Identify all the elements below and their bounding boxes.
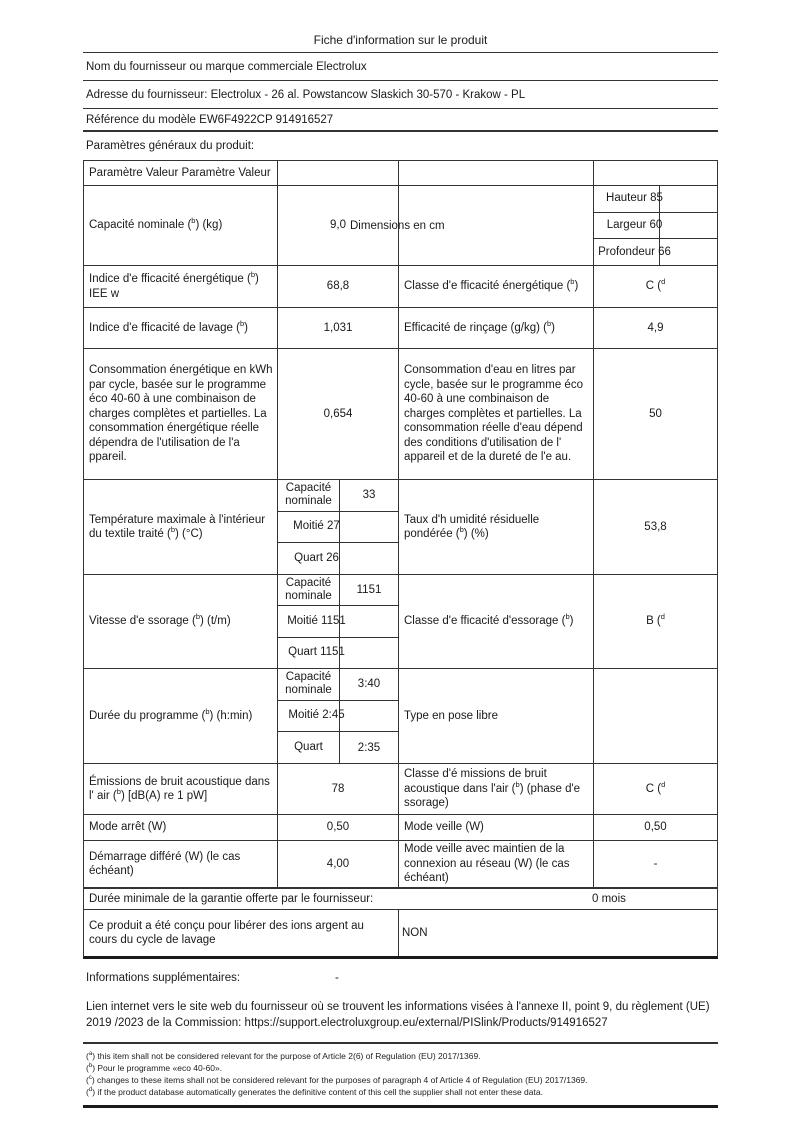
noise-emission-value: 78 [277, 764, 398, 814]
footnotes [83, 1050, 718, 1098]
table-header-row [84, 161, 717, 185]
installation-type-label: Type en pose libre [398, 669, 593, 763]
eei-label: Indice d'e fficacité énergétique ($^b$) IEE w [89, 270, 259, 300]
spin-half-row [278, 605, 398, 636]
washing-efficiency-row [84, 307, 717, 348]
warranty-value: 0 mois [592, 893, 626, 905]
dimension-width-label: Largeur 60 [606, 218, 663, 231]
networked-standby-label: Mode veille avec maintien de la connexion au réseau (W) (le cas échéant) [398, 841, 593, 887]
dimension-row-height [594, 186, 717, 212]
duration-quarter-value: 2:35 [339, 732, 398, 763]
washing-index-label: Indice d'e fficacité de lavage ($^b$) [89, 318, 248, 334]
supplier-address-row: Adresse du fournisseur: Electrolux - 26 al. Powstancow Slaskich 30-570 - Krakow - PL [83, 81, 718, 109]
duration-quarter-row [278, 731, 398, 763]
off-mode-value: 0,50 [277, 815, 398, 840]
footnotes-divider [83, 1042, 718, 1044]
document-title: Fiche d'information sur le produit [83, 28, 718, 53]
residual-humidity-value: 53,8 [593, 480, 717, 574]
networked-standby-value: - [593, 841, 717, 887]
spin-class-label: Classe d'e fficacité d'essorage ($^b$) [398, 575, 593, 668]
table-header-label: Paramètre Valeur Paramètre Valeur [89, 166, 271, 179]
spin-half-value [339, 606, 398, 636]
dimension-width-value [659, 213, 717, 239]
duration-subtable [277, 669, 398, 763]
energy-class-value: C ($^d$ [593, 266, 717, 307]
temperature-half-value [339, 512, 398, 543]
energy-consumption-label: Consommation énergétique en kWh par cycle, basée sur le programme éco 40-60 à une combinaison de charges complètes et partielles. La consommation énergétique réelle dépendra de l'utilisation de l'a ppareil. [89, 364, 273, 464]
capacity-value: 9,0 [277, 186, 398, 265]
footnote-a: ($^a$) this item shall not be considered relevant for the purpose of Article 2(6) of Regulation (EU) 2017/1369. [86, 1050, 481, 1061]
spin-quarter-label: Quart 1151 [288, 646, 345, 659]
off-mode-row [84, 814, 717, 840]
dimensions-subtable [593, 186, 717, 265]
standby-mode-label: Mode veille (W) [398, 815, 593, 840]
spin-quarter-value [339, 638, 398, 668]
fiche-content [83, 28, 718, 1108]
noise-class-value: C ($^d$ [593, 764, 717, 814]
off-mode-label: Mode arrêt (W) [89, 821, 167, 834]
delayed-start-value: 4,00 [277, 841, 398, 887]
dimensions-label: Dimensions en cm [398, 186, 593, 265]
energy-class-label: Classe d'e fficacité énergétique ($^b$) [398, 266, 593, 307]
dimension-row-depth [594, 238, 717, 265]
supplier-link-url[interactable]: https://support.electroluxgroup.eu/external/PISlink/Products/914916527 [244, 1017, 608, 1030]
residual-humidity-label: Taux d'h umidité résiduelle pondérée ($^b$) (%) [398, 480, 593, 574]
duration-half-row [278, 700, 398, 732]
noise-emission-label: Émissions de bruit acoustique dans l' air ($^b$) [dB(A) re 1 pW] [89, 775, 270, 802]
noise-class-label: Classe d'é missions de bruit acoustique dans l'air ($^b$) (phase d'e ssorage) [398, 764, 593, 814]
temperature-half-row [278, 511, 398, 543]
temperature-rated-value: 33 [339, 480, 398, 511]
footnote-c: ($^c$) changes to these items shall not be considered relevant for the purposes of paragraph 4 of Article 4 of Regulation (EU) 2017/1369. [86, 1074, 588, 1085]
additional-info-row [83, 970, 718, 986]
model-reference-row: Référence du modèle EW6F4922CP 914916527 [83, 109, 718, 132]
water-consumption-value: 50 [593, 349, 717, 479]
additional-info-label: Informations supplémentaires: [86, 972, 241, 984]
standby-mode-value: 0,50 [593, 815, 717, 840]
capacity-label: Capacité nominale ($^b$) (kg) [89, 216, 223, 232]
max-temperature-label: Température maximale à l'intérieur du textile traité ($^b$) (°C) [89, 513, 266, 540]
duration-quarter-label: Quart [294, 741, 323, 754]
dimension-height-value [659, 186, 717, 212]
consumption-row [84, 348, 717, 479]
spin-subtable [277, 575, 398, 668]
supplier-link-paragraph [83, 999, 718, 1032]
temperature-quarter-row [278, 542, 398, 574]
temperature-rated-row [278, 480, 398, 511]
noise-row [84, 763, 717, 814]
temperature-subtable [277, 480, 398, 574]
warranty-label: Durée minimale de la garantie offerte par le fournisseur: [89, 893, 374, 905]
table-header-empty-cell [398, 161, 593, 185]
table-header-empty-cell [277, 161, 398, 185]
water-consumption-label: Consommation d'eau en litres par cycle, basée sur le programme éco 40-60 à une combinaison de charges complètes et partielles. La consommation réelle d'eau dépend des conditions d'utilisation de l' appareil et de la dureté de l'e au. [398, 349, 593, 479]
delayed-start-row [84, 840, 717, 887]
energy-efficiency-row [84, 265, 717, 307]
rinsing-efficiency-label: Efficacité de rinçage (g/kg) ($^b$) [398, 308, 593, 348]
temperature-quarter-value [339, 543, 398, 574]
supplier-link-text: Lien internet vers le site web du fournisseur où se trouvent les informations visées à l'annexe II, point 9, du règlement (UE) 2019 /2023 de la Commission: [86, 1001, 710, 1030]
eei-value: 68,8 [277, 266, 398, 307]
parameters-table [83, 160, 718, 959]
dimension-row-width [594, 212, 717, 239]
temperature-quarter-label: Quart 26 [294, 552, 339, 565]
spin-half-label: Moitié 1151 [287, 614, 346, 627]
installation-type-value [593, 669, 717, 763]
table-header-empty-cell [593, 161, 717, 185]
silver-ions-label: Ce produit a été conçu pour libérer des ions argent au cours du cycle de lavage [89, 919, 364, 946]
spin-rated-row [278, 575, 398, 605]
duration-label: Durée du programme ($^b$) (h:min) [89, 706, 253, 722]
spin-quarter-row [278, 637, 398, 668]
spin-speed-label: Vitesse d'e ssorage ($^b$) (t/m) [89, 612, 231, 628]
temperature-rated-label: Capacité nominale [285, 482, 332, 508]
footnote-b: ($^b$) Pour le programme «eco 40-60». [86, 1062, 223, 1073]
spin-rated-value: 1151 [339, 575, 398, 605]
max-temperature-row [84, 479, 717, 574]
duration-half-value [339, 701, 398, 732]
duration-rated-row [278, 669, 398, 700]
delayed-start-label: Démarrage différé (W) (le cas échéant) [89, 850, 241, 877]
dimension-height-label: Hauteur 85 [606, 192, 663, 205]
silver-ions-row [84, 909, 717, 956]
footnote-d: ($^d$) if the product database automatically generates the definitive content of this cell the supplier shall not enter these data. [86, 1086, 543, 1097]
additional-info-value: - [335, 972, 339, 984]
silver-ions-value: NON [398, 910, 717, 956]
energy-consumption-value: 0,654 [277, 349, 398, 479]
temperature-half-label: Moitié 27 [293, 520, 340, 533]
page-bottom-rule [83, 1105, 718, 1108]
capacity-row [84, 185, 717, 265]
rinsing-efficiency-value: 4,9 [593, 308, 717, 348]
warranty-row [84, 887, 717, 909]
spin-speed-row [84, 574, 717, 668]
washing-index-value: 1,031 [277, 308, 398, 348]
supplier-name-row: Nom du fournisseur ou marque commerciale Electrolux [83, 53, 718, 81]
dimension-depth-label: Profondeur 66 [598, 245, 671, 258]
spin-class-value: B ($^d$ [593, 575, 717, 668]
general-params-heading: Paramètres généraux du produit: [86, 140, 255, 152]
duration-rated-label: Capacité nominale [285, 671, 332, 697]
programme-duration-row [84, 668, 717, 763]
duration-half-label: Moitié 2:45 [288, 709, 345, 722]
duration-rated-value: 3:40 [339, 669, 398, 700]
spin-rated-label: Capacité nominale [285, 576, 332, 603]
